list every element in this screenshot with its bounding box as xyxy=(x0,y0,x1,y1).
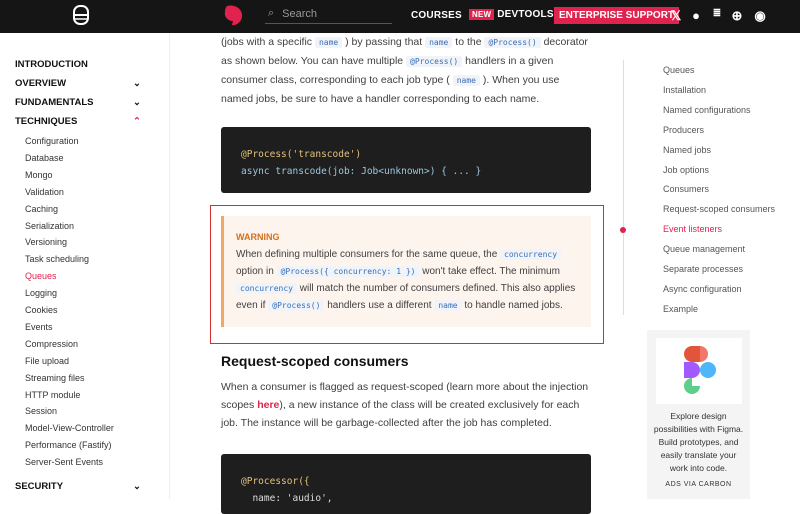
toc-item[interactable]: Queues xyxy=(663,65,695,75)
sidebar-item-serialization[interactable]: Serialization xyxy=(25,220,75,231)
toc-item[interactable]: Queue management xyxy=(663,244,746,255)
nestjs-logo-icon[interactable] xyxy=(221,3,245,27)
sidebar-section-overview[interactable]: OVERVIEW ⌄ xyxy=(15,78,141,89)
sidebar-item-events[interactable]: Events xyxy=(25,321,53,332)
search-icon: ⌕ xyxy=(268,7,275,19)
code-block-2: @Processor({ name: 'audio', xyxy=(221,454,591,514)
toc-item[interactable]: Consumers xyxy=(663,184,710,195)
inline-code: @Process() xyxy=(268,300,324,311)
sidebar-section-techniques[interactable]: TECHNIQUES ⌃ xyxy=(15,116,141,127)
sidebar-item-cookies[interactable]: Cookies xyxy=(25,305,58,315)
toc-item[interactable]: Job options xyxy=(663,164,710,175)
chevron-down-icon: ⌄ xyxy=(133,97,141,108)
toc-item[interactable]: Installation xyxy=(663,84,707,95)
text: decorator as shown below. You can have multiple xyxy=(221,36,588,67)
new-badge: NEW xyxy=(469,9,494,20)
paragraph xyxy=(221,33,591,108)
sidebar-item-caching[interactable]: Caching xyxy=(25,203,59,214)
sidebar-item-server-sent-events[interactable]: Server-Sent Events xyxy=(25,457,104,468)
sidebar-item-task-scheduling[interactable]: Task scheduling xyxy=(25,254,90,265)
sidebar-section-security[interactable]: SECURITY ⌄ xyxy=(15,481,141,492)
paragraph: When a consumer is flagged as request-scoped (learn more about the injection scopes here), a new instance of the class will be created exclusively for each job. The instance will be garbage-collected after the job has completed. xyxy=(221,381,589,429)
inline-code: name xyxy=(434,300,461,311)
x-twitter-icon[interactable]: 𝕏 xyxy=(670,8,682,23)
enterprise-support-button[interactable]: ENTERPRISE SUPPORT xyxy=(554,7,679,24)
toc-rail xyxy=(623,60,624,315)
text: When defining multiple consumers for the same queue, the xyxy=(236,249,501,260)
sidebar-item-compression[interactable]: Compression xyxy=(25,338,79,349)
warning-title: WARNING xyxy=(236,232,280,242)
github-icon[interactable]: ● xyxy=(692,8,700,23)
toc-item[interactable]: Request-scoped consumers xyxy=(663,204,776,215)
chevron-down-icon: ⌄ xyxy=(133,78,141,89)
text: won't take effect. The minimum xyxy=(419,266,560,277)
section-heading: Request-scoped consumers xyxy=(221,353,409,369)
sidebar-item-database[interactable]: Database xyxy=(25,152,64,163)
nav-courses[interactable]: COURSES xyxy=(411,10,462,21)
sidebar-item-streaming-files[interactable]: Streaming files xyxy=(25,372,85,383)
sidebar-item-http-module[interactable]: HTTP module xyxy=(25,389,81,400)
carbon-ad[interactable] xyxy=(647,330,750,499)
sidebar-item-versioning[interactable]: Versioning xyxy=(25,237,68,248)
inline-code: concurrency xyxy=(500,249,561,260)
sidebar-section-fundamentals[interactable]: FUNDAMENTALS ⌄ xyxy=(15,97,141,108)
toc-item[interactable]: Event listeners xyxy=(663,224,723,235)
toc-item[interactable]: Producers xyxy=(663,124,705,135)
inline-code: concurrency xyxy=(236,283,297,294)
sidebar-item-logging[interactable]: Logging xyxy=(25,288,58,299)
active-indicator-icon xyxy=(620,227,626,233)
text: handlers in a given consumer class, corresponding to each job type ( xyxy=(221,55,554,86)
figma-logo-icon xyxy=(656,338,742,404)
here-link[interactable]: here xyxy=(257,399,280,411)
ad-attribution[interactable]: ADS VIA CARBON xyxy=(665,481,732,488)
toc-item[interactable]: Separate processes xyxy=(663,264,744,274)
warning-text xyxy=(236,246,579,314)
sidebar xyxy=(0,33,170,499)
inline-code: @Process() xyxy=(406,56,462,67)
inline-code: name xyxy=(425,37,452,48)
chevron-down-icon: ⌄ xyxy=(133,481,141,492)
text: ). When you use named jobs, be sure to have a handler corresponding to each name. xyxy=(221,74,560,105)
text: ) by passing that xyxy=(342,36,426,48)
text: will match the number of consumers defined. This also applies even if xyxy=(236,283,576,311)
code-block: @Process('transcode') async transcode(job: Job<unknown>) { ... } xyxy=(221,127,591,193)
sidebar-section-introduction[interactable]: INTRODUCTION xyxy=(15,59,88,70)
inline-code: @Process({ concurrency: 1 }) xyxy=(277,266,420,277)
search-input[interactable]: ⌕ Search xyxy=(265,4,392,24)
sidebar-item-mongo[interactable]: Mongo xyxy=(25,169,53,180)
ad-text: Explore design possibilities with Figma. Build prototypes, and easily translate your work into code. xyxy=(653,411,744,473)
inline-code: name xyxy=(453,75,480,86)
sidebar-item-session[interactable]: Session xyxy=(25,406,58,417)
sidebar-item-configuration[interactable]: Configuration xyxy=(25,136,79,146)
stackoverflow-icon[interactable]: ≣ xyxy=(712,8,722,19)
text: (jobs with a specific xyxy=(221,36,315,48)
text: handlers use a different xyxy=(324,300,435,311)
discord-icon[interactable]: ◉ xyxy=(754,8,766,23)
inline-code: name xyxy=(315,37,342,48)
sidebar-item-validation[interactable]: Validation xyxy=(25,186,64,197)
toc-item[interactable]: Example xyxy=(663,303,699,314)
toc-item[interactable]: Async configuration xyxy=(663,283,742,294)
nav-devtools[interactable]: NEW DEVTOOLS xyxy=(469,9,554,20)
doc-content xyxy=(221,33,591,108)
toc-item[interactable]: Named configurations xyxy=(663,104,751,115)
sidebar-item-performance-fastify-[interactable]: Performance (Fastify) xyxy=(25,440,112,451)
chevron-up-icon: ⌃ xyxy=(133,116,141,127)
sidebar-item-queues[interactable]: Queues xyxy=(25,271,57,282)
text: to handle named jobs. xyxy=(461,300,563,311)
toc-item[interactable]: Named jobs xyxy=(663,144,712,155)
inline-code: @Process() xyxy=(484,37,540,48)
top-nav xyxy=(0,0,800,33)
menu-logo-icon[interactable] xyxy=(72,5,90,25)
text: to the xyxy=(452,36,485,48)
globe-icon[interactable]: ⊕ xyxy=(731,8,743,23)
sidebar-item-file-upload[interactable]: File upload xyxy=(25,355,70,366)
sidebar-item-model-view-controller[interactable]: Model-View-Controller xyxy=(25,423,114,434)
text: option in xyxy=(236,266,277,277)
warning-callout xyxy=(221,216,591,327)
